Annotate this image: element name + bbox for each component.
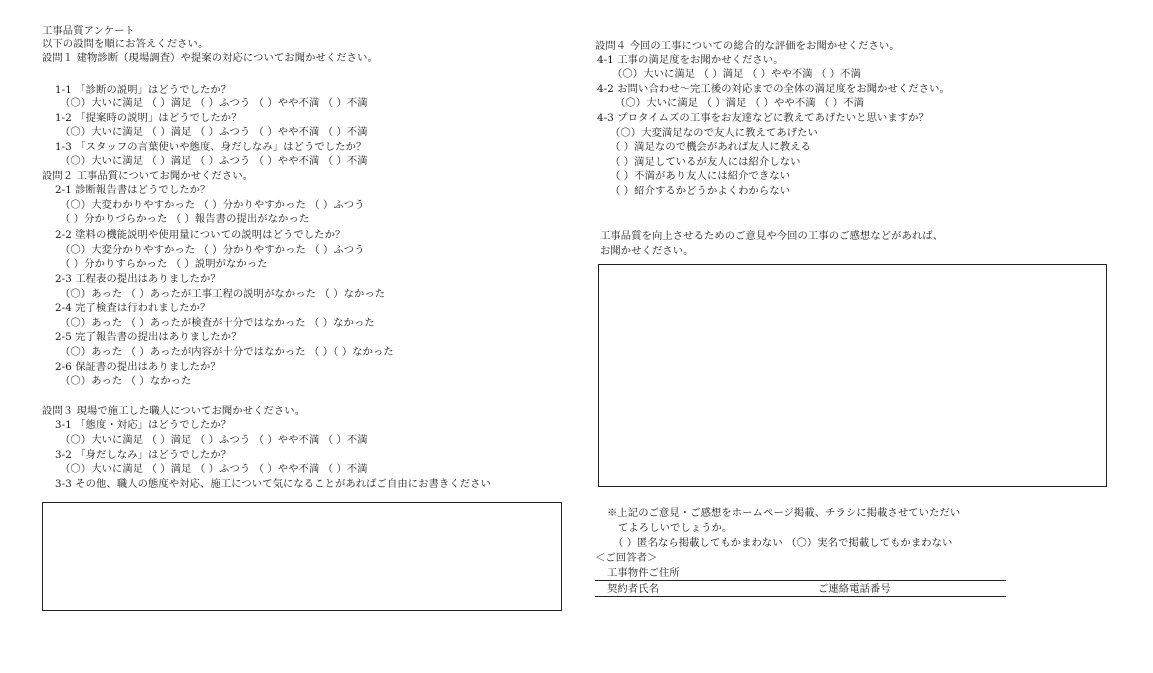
opinion-free-text-box[interactable] bbox=[598, 264, 1107, 487]
q2-4-options: （〇）あった （ ）あったが検査が十分ではなかった （ ）なかった bbox=[60, 317, 375, 329]
q2-5-question: 2-5 完了報告書の提出はありましたか？ bbox=[55, 331, 242, 343]
q4-3-question: 4-3 プロタイムズの工事をお友達などに教えてあげたいと思いますか？ bbox=[597, 112, 929, 124]
opinion-prompt-1: 工事品質を向上させるためのご意見や今回の工事のご感想などがあれば、 bbox=[600, 230, 944, 242]
q2-2-options-b: （ ）分かりすらかった （ ）説明がなかった bbox=[60, 258, 268, 270]
publish-consent-options: （ ）匿名なら掲載してもかまわない （〇）実名で掲載してもかまわない bbox=[613, 537, 953, 549]
q2-2-question: 2-2 塗料の機能説明や使用量についての説明はどうでしたか？ bbox=[55, 229, 346, 241]
q2-4-question: 2-4 完了検査は行われましたか？ bbox=[55, 302, 211, 314]
q4-2-options: （〇）大いに満足 （ ）満足 （ ）やや不満 （ ）不満 bbox=[615, 97, 864, 109]
q4-3-option-3: （ ）満足しているが友人には紹介しない bbox=[610, 156, 801, 168]
q1-1-question: 1-1 「診断の説明」はどうでしたか？ bbox=[55, 84, 232, 96]
publish-consent-text-2: てよろしいでしょうか。 bbox=[618, 522, 733, 534]
q4-heading: 設問４ 今回の工事についての総合的な評価をお聞かせください。 bbox=[595, 40, 900, 52]
address-line bbox=[595, 580, 1006, 581]
q2-1-options-a: （〇）大変わかりやすかった （ ）分かりやすかった （ ）ふつう bbox=[60, 199, 365, 211]
q1-1-options: （〇）大いに満足 （ ）満足 （ ）ふつう （ ）やや不満 （ ）不満 bbox=[60, 97, 368, 109]
q1-2-question: 1-2 「提案時の説明」はどうでしたか？ bbox=[55, 112, 242, 124]
q1-3-question: 1-3 「スタッフの言葉使いや態度、身だしなみ」はどうでしたか？ bbox=[55, 141, 367, 153]
q3-heading: 設問３ 現場で施工した職人についてお聞かせください。 bbox=[42, 405, 306, 417]
contractor-name-label: 契約者氏名 bbox=[607, 583, 659, 595]
q1-2-options: （〇）大いに満足 （ ）満足 （ ）ふつう （ ）やや不満 （ ）不満 bbox=[60, 126, 368, 138]
q3-2-options: （〇）大いに満足 （ ）満足 （ ）ふつう （ ）やや不満 （ ）不満 bbox=[60, 463, 368, 475]
q3-1-question: 3-1 「態度・対応」はどうでしたか？ bbox=[55, 419, 232, 431]
survey-title: 工事品質アンケート bbox=[42, 25, 135, 37]
property-address-label: 工事物件ご住所 bbox=[607, 567, 680, 579]
q4-3-option-2: （ ）満足なので機会があれば友人に教える bbox=[610, 141, 811, 153]
q4-3-option-5: （ ）紹介するかどうかよくわからない bbox=[610, 185, 791, 197]
q3-2-question: 3-2 「身だしなみ」はどうでしたか？ bbox=[55, 449, 232, 461]
q2-6-question: 2-6 保証書の提出はありましたか？ bbox=[55, 361, 221, 373]
q2-5-options: （〇）あった （ ）あったが内容が十分ではなかった （ ）（ ）なかった bbox=[60, 346, 394, 358]
q3-3-free-text-box[interactable] bbox=[42, 502, 562, 611]
q3-3-question: 3-3 その他、職人の態度や対応、施工について気になることがあればご自由にお書きください bbox=[55, 478, 491, 490]
q4-2-question: 4-2 お問い合わせ～完工後の対応までの全体の満足度をお聞かせください。 bbox=[597, 83, 950, 95]
publish-consent-text-1: ※上記のご意見・ご感想をホームページ掲載、チラシに掲載させていただい bbox=[607, 507, 961, 519]
q4-3-option-1: （〇）大変満足なので友人に教えてあげたい bbox=[610, 127, 818, 139]
q3-1-options: （〇）大いに満足 （ ）満足 （ ）ふつう （ ）やや不満 （ ）不満 bbox=[60, 434, 368, 446]
q4-3-option-4: （ ）不満があり友人には紹介できない bbox=[610, 170, 791, 182]
opinion-prompt-2: お聞かせください。 bbox=[600, 245, 694, 257]
q2-1-question: 2-1 診断報告書はどうでしたか？ bbox=[55, 184, 211, 196]
q4-1-question: 4-1 工事の満足度をお聞かせください。 bbox=[597, 54, 784, 66]
name-phone-line bbox=[595, 596, 1006, 597]
q2-heading: 設問２ 工事品質についてお聞かせください。 bbox=[42, 170, 254, 182]
q1-3-options: （〇）大いに満足 （ ）満足 （ ）ふつう （ ）やや不満 （ ）不満 bbox=[60, 155, 368, 167]
respondent-heading: ＜ご回答者＞ bbox=[595, 552, 658, 564]
q1-heading: 設問１ 建物診断（現場調査）や提案の対応についてお聞かせください。 bbox=[42, 52, 378, 64]
q2-1-options-b: （ ）分かりづらかった （ ）報告書の提出がなかった bbox=[60, 213, 310, 225]
q2-3-question: 2-3 工程表の提出はありましたか？ bbox=[55, 273, 221, 285]
q2-2-options-a: （〇）大変分かりやすかった （ ）分かりやすかった （ ）ふつう bbox=[60, 244, 365, 256]
phone-number-label: ご連絡電話番号 bbox=[818, 583, 891, 595]
instructions: 以下の設問を順にお答えください。 bbox=[42, 38, 209, 50]
q2-3-options: （〇）あった （ ）あったが工事工程の説明がなかった （ ）なかった bbox=[60, 288, 386, 300]
q4-1-options: （〇）大いに満足 （ ）満足 （ ）やや不満 （ ）不満 bbox=[612, 68, 861, 80]
q2-6-options: （〇）あった （ ）なかった bbox=[60, 375, 192, 387]
